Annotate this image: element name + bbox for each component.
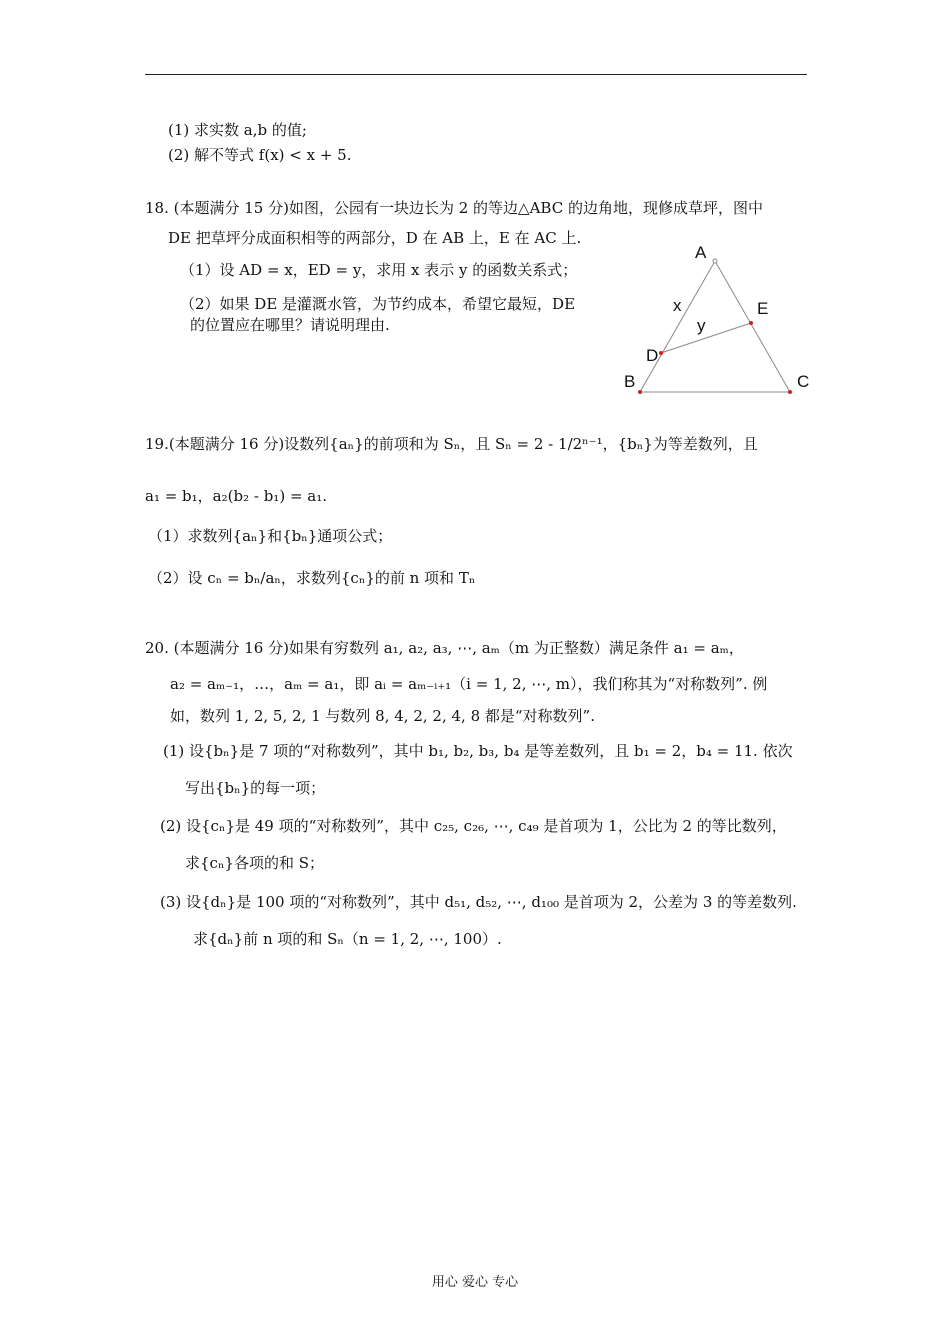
- q20-part2a: (2) 设{cₙ}是 49 项的“对称数列”，其中 c₂₅, c₂₆, ⋯, c₄₉ 是首项为 1，公比为 2 的等比数列，: [160, 817, 787, 835]
- q20-line3: 如，数列 1, 2, 5, 2, 1 与数列 8, 4, 2, 2, 4, 8 都是“对称数列”.: [170, 707, 595, 725]
- q18-line2: DE 把草坪分成面积相等的两部分，D 在 AB 上，E 在 AC 上.: [168, 229, 582, 247]
- q20-part3a: (3) 设{dₙ}是 100 项的“对称数列”，其中 d₅₁, d₅₂, ⋯, d₁₀₀ 是首项为 2，公差为 3 的等差数列.: [160, 893, 797, 911]
- q20-part3b: 求{dₙ}前 n 项的和 Sₙ（n = 1, 2, ⋯, 100）.: [193, 930, 502, 948]
- label-C: C: [797, 372, 810, 391]
- point-E: [749, 321, 753, 325]
- q20-part2b: 求{cₙ}各项的和 S；: [185, 854, 325, 872]
- q20-heading: 20. (本题满分 16 分)如果有穷数列 a₁, a₂, a₃, ⋯, aₘ（m 为正整数）满足条件 a₁ = aₘ，: [145, 639, 744, 657]
- q18-heading: 18. (本题满分 15 分)如图，公园有一块边长为 2 的等边△ABC 的边角地，现修成草坪，图中: [145, 199, 763, 217]
- page-footer: 用心 爱心 专心: [431, 1275, 519, 1290]
- label-E: E: [757, 299, 769, 318]
- q19-heading: 19.(本题满分 16 分)设数列{aₙ}的前项和为 Sₙ，且 Sₙ = 2 - 1/2ⁿ⁻¹，{bₙ}为等差数列，且: [145, 435, 758, 453]
- q18-part1: （1）设 AD = x，ED = y，求用 x 表示 y 的函数关系式；: [180, 261, 578, 279]
- header-rule: [145, 74, 807, 75]
- q18-part2a: （2）如果 DE 是灌溉水管，为节约成本，希望它最短，DE: [180, 295, 576, 313]
- q20-part1b: 写出{bₙ}的每一项；: [185, 779, 326, 797]
- q17-part1: (1) 求实数 a,b 的值;: [168, 121, 307, 139]
- vertex-C-point: [788, 390, 792, 394]
- label-D: D: [646, 346, 659, 365]
- q19-part2: （2）设 cₙ = bₙ/aₙ，求数列{cₙ}的前 n 项和 Tₙ: [148, 569, 476, 587]
- q19-part1: （1）求数列{aₙ}和{bₙ}通项公式；: [148, 527, 393, 545]
- q17-part2: (2) 解不等式 f(x) < x + 5.: [168, 146, 352, 164]
- q20-line2: a₂ = aₘ₋₁，…，aₘ = a₁，即 aᵢ = aₘ₋ᵢ₊₁（i = 1, 2, ⋯, m），我们称其为“对称数列”. 例: [170, 675, 768, 693]
- q18-part2b: 的位置应在哪里？请说明理由.: [190, 316, 390, 334]
- vertex-A-point: [713, 259, 717, 263]
- label-x: x: [673, 296, 682, 315]
- point-D: [659, 351, 663, 355]
- q20-part1a: (1) 设{bₙ}是 7 项的“对称数列”，其中 b₁, b₂, b₃, b₄ 是等差数列，且 b₁ = 2，b₄ = 11. 依次: [163, 742, 793, 760]
- label-A: A: [695, 243, 707, 262]
- label-B: B: [624, 372, 636, 391]
- label-y: y: [697, 316, 706, 335]
- q19-condition: a₁ = b₁，a₂(b₂ - b₁) = a₁.: [145, 487, 327, 505]
- vertex-B-point: [638, 390, 642, 394]
